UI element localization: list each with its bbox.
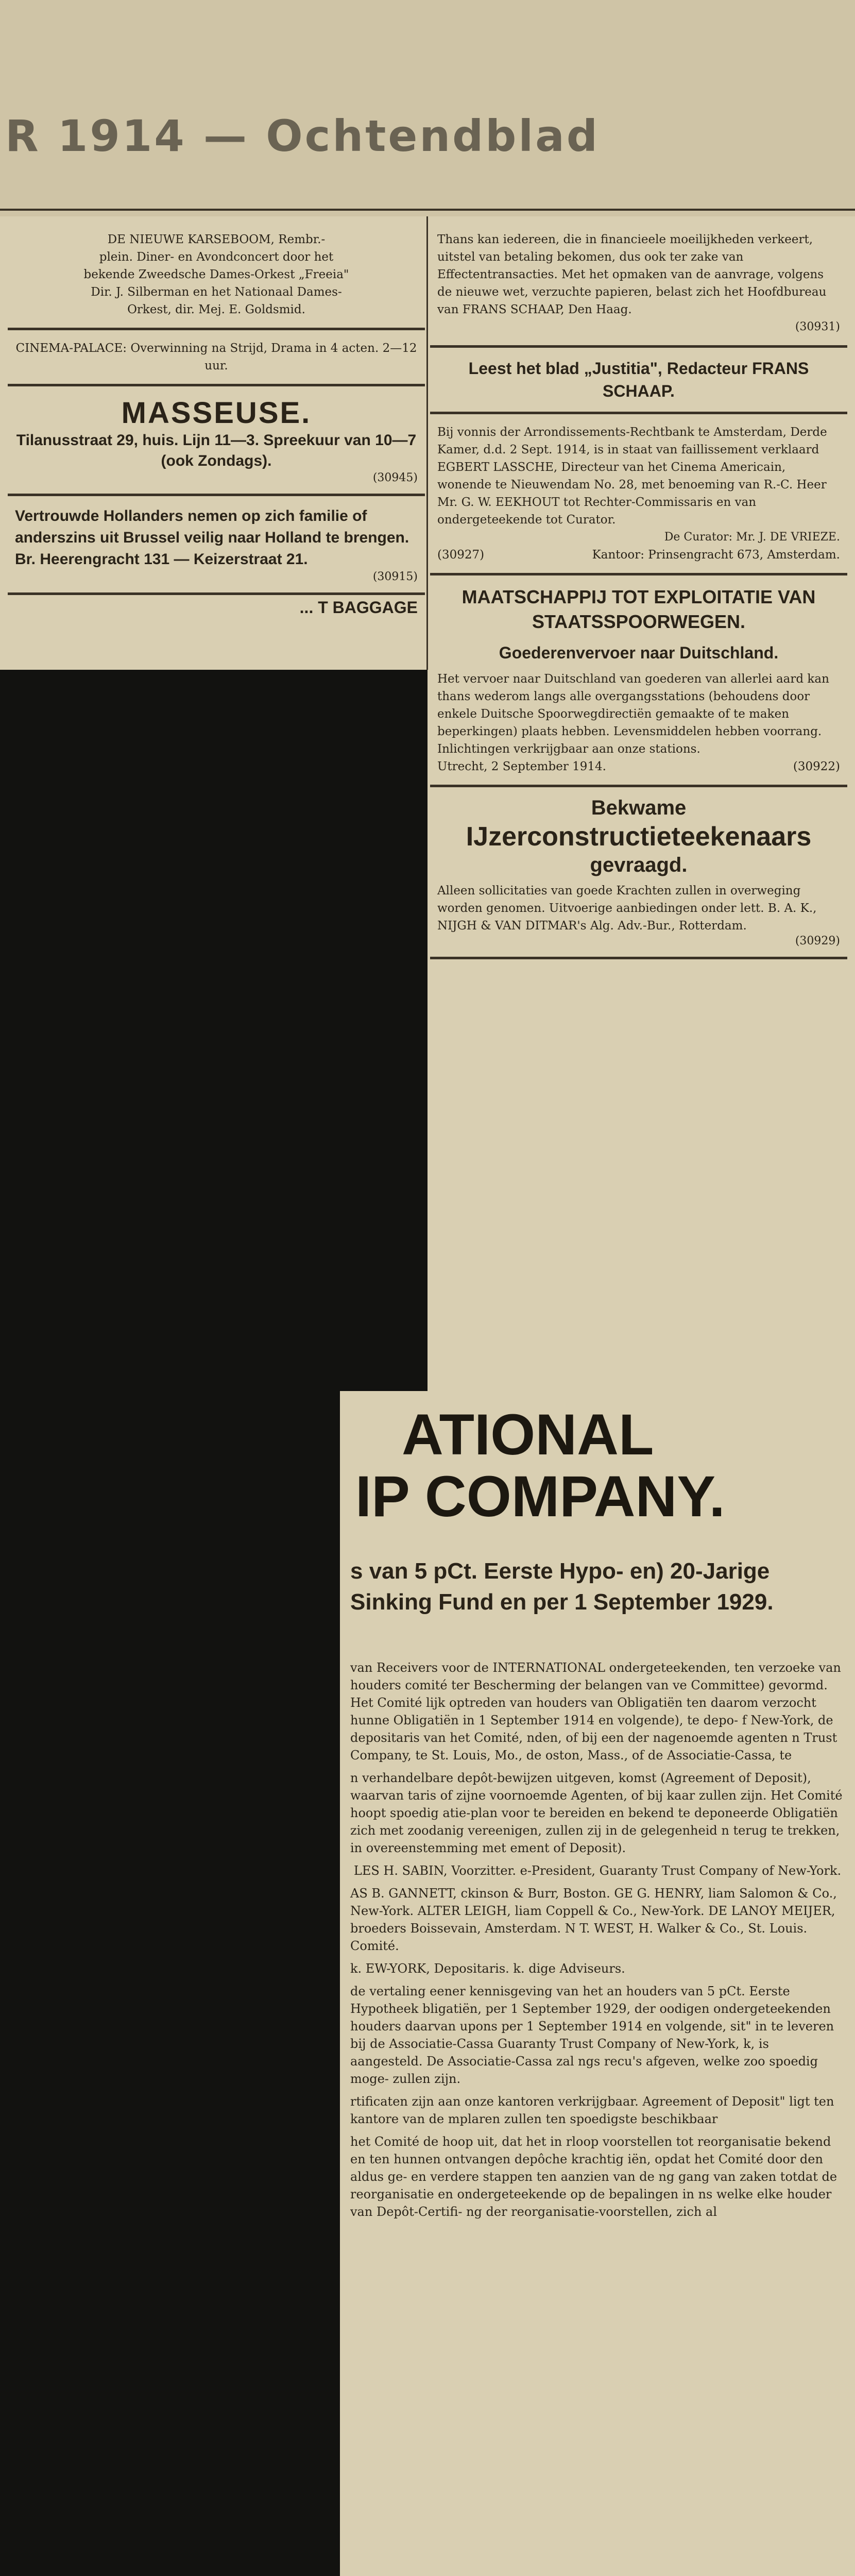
faillissement-ref: (30927): [437, 548, 485, 562]
karseboom-line: Dir. J. Silberman en het Nationaal Dames-: [91, 285, 342, 299]
masthead-rule: [0, 209, 855, 211]
faillissement-signature: De Curator: Mr. J. DE VRIEZE.: [664, 531, 840, 544]
dark-background-extension: [0, 1391, 340, 2576]
faillissement-ad: [430, 414, 847, 575]
masseuse-body: Tilanusstraat 29, huis. Lijn 11—3. Spreekuur van 10—7 (ook Zondags).: [16, 432, 417, 469]
notice-paragraph: rtificaten zijn aan onze kantoren verkrijgbaar. Agreement of Deposit" ligt ten kantore van de mplaren zullen ten spoedigste beschikbaar: [350, 2094, 834, 2126]
notice-title-line-1: ATIONAL: [402, 1402, 654, 1467]
justitia-text: Leest het blad „Justitia", Redacteur FRANS SCHAAP.: [468, 359, 809, 400]
karseboom-line: Orkest, dir. Mej. E. Goldsmid.: [127, 303, 305, 316]
notice-title-line-2: IP COMPANY.: [355, 1464, 725, 1529]
karseboom-ad: [8, 222, 425, 330]
karseboom-line: plein. Diner- en Avondconcert door het: [99, 250, 334, 264]
teekenaars-pre: Bekwame: [591, 796, 687, 819]
masseuse-ad: [8, 386, 425, 496]
masseuse-title: MASSEUSE.: [121, 396, 312, 430]
staatsspoorwegen-title: MAATSCHAPPIJ TOT EXPLOITATIE VAN STAATSSPOORWEGEN.: [461, 586, 816, 632]
frans-schaap-ref: (30931): [795, 320, 840, 333]
masthead: [0, 0, 855, 216]
notice-paragraph: AS B. GANNETT, ckinson & Burr, Boston. GE G. HENRY, liam Salomon & Co., New-York. ALTER LEIGH, liam Coppell & Co., New-York. DE LANOY MEIJER, broeders Boissevain, Amsterdam. N T. WEST, H. Walker & Co., St. Louis. Comité.: [350, 1886, 837, 1953]
notice-paragraph: n verhandelbare depôt-bewijzen uitgeven, komst (Agreement of Deposit), waarvan taris of zijne voornoemde Agenten, of bij kaar zullen zijn. Het Comité hoopt spoedig atie-plan voor te bereiden en bekend te deponeerde Obligatiën zich met zoodanig vereenigen, zullen zij in de gelegenheid n terug te trekken, in overeenstemming met ement of Deposit).: [350, 1771, 843, 1855]
teekenaars-title: IJzerconstructieteekenaars: [466, 822, 812, 852]
notice-subhead: s van 5 pCt. Eerste Hypo- en) 20-Jarige Sinking Fund en per 1 September 1929.: [350, 1558, 774, 1615]
teekenaars-ad: [430, 787, 847, 959]
masthead-title: R 1914 — Ochtendblad: [5, 111, 600, 161]
karseboom-line: bekende Zweedsche Dames-Orkest „Freeia": [83, 268, 349, 281]
baggage-partial-heading: ... T BAGGAGE: [299, 598, 418, 617]
notice-paragraph: van Receivers voor de INTERNATIONAL ondergeteekenden, ten verzoeke van houders comité ter Bescherming der belangen van ve Committee) gevormd. Het Comité lijk optreden van houders van Obligatiën ten daarom verzocht hunne Obligatiën in 1 September 1914 en volgende), te depo- f New-York, de depositaris van het Comité, nden, of bij een der nagenoemde agenten n Trust Company, te St. Louis, Mo., de oston, Mass., of de Associatie-Cassa, te: [350, 1660, 841, 1762]
column-rule: [426, 216, 428, 670]
frans-schaap-body: Thans kan iedereen, die in financieele moeilijkheden verkeert, uitstel van betaling bekomen, dus ook ter zake van Effectentransacties. Met het opmaken van de aanvrage, volgens de nieuwe wet, verzuchte papieren, belast zich het Hoofdbureau van FRANS SCHAAP, Den Haag.: [437, 233, 827, 316]
masseuse-ref: (30945): [372, 471, 418, 484]
justitia-ad: [430, 348, 847, 414]
left-column: [8, 222, 425, 620]
teekenaars-body: Alleen sollicitaties van goede Krachten zullen in overweging worden genomen. Uitvoerige aanbiedingen onder lett. B. A. K., NIJGH & VAN DITMAR's Alg. Adv.-Bur., Rotterdam.: [437, 884, 817, 933]
faillissement-office: Kantoor: Prinsengracht 673, Amsterdam.: [592, 548, 840, 562]
faillissement-body: Bij vonnis der Arrondissements-Rechtbank te Amsterdam, Derde Kamer, d.d. 2 Sept. 1914, is in staat van faillissement verklaard EGBERT LASSCHE, Directeur van het Cinema Americain, wonende te Nieuwendam No. 28, met benoeming van R.-C. Heer Mr. G. W. EEKHOUT tot Rechter-Commissaris en van ondergeteekende tot Curator.: [437, 426, 827, 527]
right-column: [430, 222, 847, 959]
notice-paragraph: LES H. SABIN, Voorzitter. e-President, Guaranty Trust Company of New-York.: [353, 1863, 842, 1878]
staatsspoorwegen-ref: (30922): [793, 760, 840, 773]
staatsspoorwegen-subtitle: Goederenvervoer naar Duitschland.: [499, 643, 779, 662]
frans-schaap-ad: [430, 222, 847, 348]
teekenaars-ref: (30929): [795, 935, 840, 947]
notice-paragraph: k. EW-YORK, Depositaris. k. dige Adviseurs.: [350, 1961, 625, 1976]
notice-paragraph: de vertaling eener kennisgeving van het an houders van 5 pCt. Eerste Hypotheek bligatiën, per 1 September 1929, der oodigen ondergeteekenden houders daarvan upons per 1 September 1914 en volgende, sit" in te leveren bij de Associatie-Cassa Guaranty Trust Company of New-York, k, is aangesteld. De Associatie-Cassa zal ngs recu's afgeven, welke zoo spoedig moge- zullen zijn.: [350, 1984, 834, 2086]
brussel-body: Vertrouwde Hollanders nemen op zich familie of anderszins uit Brussel veilig naar Holland te brengen. Br. Heerengracht 131 — Keizerstraat 21.: [15, 507, 409, 568]
brussel-ad: [8, 496, 425, 595]
notice-paragraph: het Comité de hoop uit, dat het in rloop voorstellen tot reorganisatie bekend en ten hunnen ontvangen depôche krachtig iën, opdat het Comité door den aldus ge- en verdere stappen ten aanzien van de ng gang van zaken totdat de reorganisatie en ondergeteekende op de bepalingen in ns welke elke houder van Depôt-Certifi- ng der reorganisatie-voorstellen, zich al: [350, 2134, 837, 2219]
staatsspoorwegen-place: Utrecht, 2 September 1914.: [437, 760, 606, 773]
staatsspoorwegen-ad: [430, 575, 847, 787]
karseboom-line: DE NIEUWE KARSEBOOM, Rembr.-: [107, 233, 326, 246]
cinema-palace-text: CINEMA-PALACE: Overwinning na Strijd, Drama in 4 acten. 2—12 uur.: [15, 342, 417, 372]
brussel-ref: (30915): [372, 570, 418, 583]
notice-body: [350, 1659, 845, 2226]
teekenaars-post: gevraagd.: [590, 854, 688, 876]
staatsspoorwegen-body: Het vervoer naar Duitschland van goederen van allerlei aard kan thans wederom langs alle overgangsstations (behoudens door enkele Duitsche Spoorwegdirectiën gemaakte of te maken beperkingen) plaats hebben. Levensmiddelen hebben voorrang. Inlichtingen verkrijgbaar aan onze stations.: [437, 672, 829, 756]
cinema-palace-ad: [8, 330, 425, 386]
